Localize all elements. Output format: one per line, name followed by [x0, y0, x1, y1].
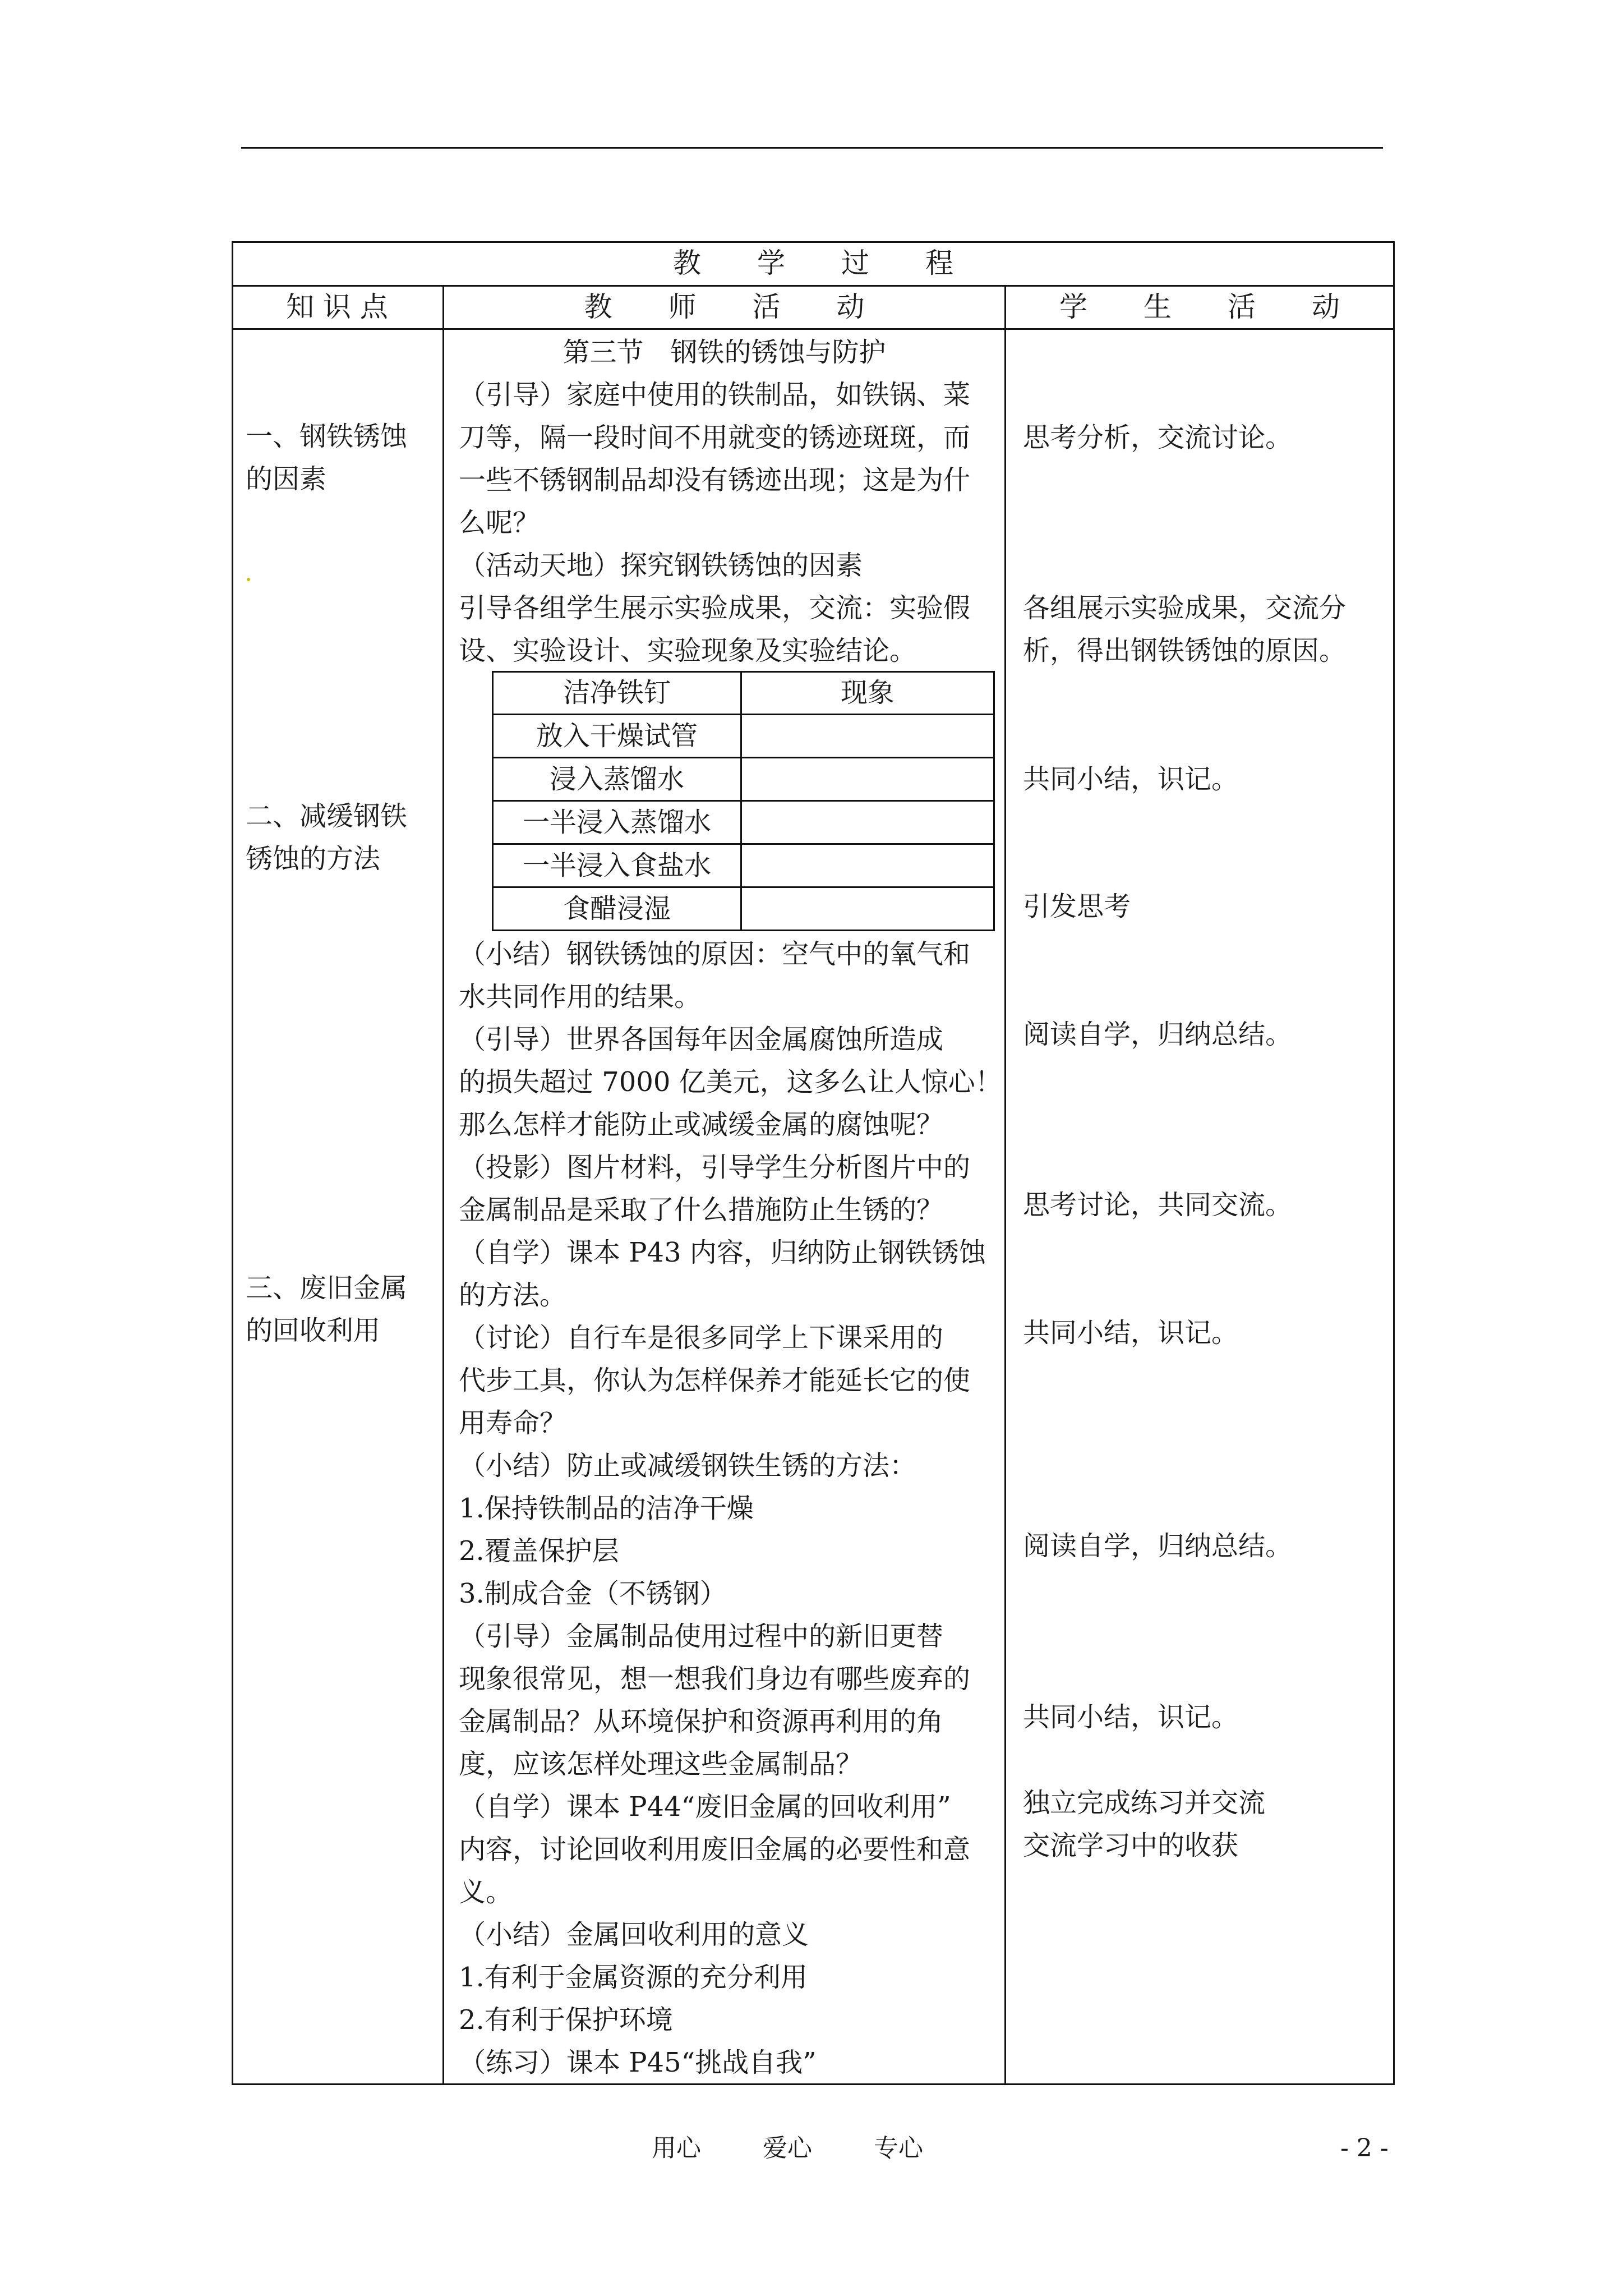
footer-motto-1: 用心	[652, 2134, 701, 2162]
student-activity: 共同小结，识记。	[1023, 1701, 1239, 1733]
student-activity: 交流学习中的收获	[1023, 1830, 1239, 1861]
teacher-line: 引导各组学生展示实验成果，交流：实验假	[459, 592, 971, 624]
teacher-line: （引导）家庭中使用的铁制品，如铁锅、菜	[459, 379, 971, 411]
teacher-line: （投影）图片材料，引导学生分析图片中的	[459, 1152, 971, 1183]
teacher-line: 用寿命？	[459, 1407, 567, 1439]
inner-row-label: 浸入蒸馏水	[549, 763, 684, 795]
header-rule	[241, 147, 1383, 149]
teacher-line: 刀等，隔一段时间不用就变的锈迹斑斑，而	[459, 422, 971, 453]
table-title: 教 学 过 程	[673, 247, 953, 279]
teacher-line: 1.保持铁制品的洁净干燥	[459, 1493, 754, 1524]
teacher-line: 金属制品是采取了什么措施防止生锈的？	[459, 1194, 944, 1226]
student-activity: 阅读自学，归纳总结。	[1023, 1019, 1293, 1050]
teacher-line: 水共同作用的结果。	[459, 981, 702, 1013]
knowledge-point-2-line2: 锈蚀的方法	[246, 843, 381, 875]
teacher-line: （讨论）自行车是很多同学上下课采用的	[459, 1322, 944, 1354]
column-header-teacher: 教 师 活 动	[584, 291, 865, 323]
student-activity: 阅读自学，归纳总结。	[1023, 1530, 1293, 1562]
teacher-line: 度，应该怎样处理这些金属制品？	[459, 1749, 863, 1780]
knowledge-point-3-line2: 的回收利用	[246, 1315, 381, 1346]
column-header-student: 学 生 活 动	[1059, 291, 1340, 323]
student-activity: 独立完成练习并交流	[1023, 1787, 1266, 1819]
table-row-divider-2	[232, 328, 1395, 330]
student-activity: 思考分析，交流讨论。	[1023, 422, 1293, 453]
teacher-line: 义。	[459, 1876, 513, 1908]
knowledge-point-1-line2: 的因素	[246, 463, 327, 495]
inner-row-label: 一半浸入食盐水	[522, 850, 711, 881]
stray-mark	[247, 578, 250, 581]
footer-motto-3: 专心	[874, 2134, 923, 2162]
teacher-line: 那么怎样才能防止或减缓金属的腐蚀呢？	[459, 1109, 944, 1140]
knowledge-point-2-line1: 二、减缓钢铁	[246, 800, 408, 832]
footer-motto-2: 爱心	[763, 2134, 812, 2162]
knowledge-point-1-line1: 一、钢铁锈蚀	[246, 421, 408, 452]
teacher-line: 内容，讨论回收利用废旧金属的必要性和意	[459, 1834, 971, 1865]
teacher-line: （小结）防止或减缓钢铁生锈的方法：	[459, 1450, 917, 1481]
teacher-line: 代步工具，你认为怎样保养才能延长它的使	[459, 1365, 971, 1396]
teacher-line: （引导）世界各国每年因金属腐蚀所造成	[459, 1024, 944, 1055]
teacher-line: （小结）钢铁锈蚀的原因：空气中的氧气和	[459, 938, 971, 970]
table-col-divider-1	[442, 285, 444, 2085]
teacher-line: （练习）课本 P45“挑战自我”	[459, 2047, 817, 2078]
teacher-line: 一些不锈钢制品却没有锈迹出现；这是为什	[459, 464, 971, 496]
teacher-line: （自学）课本 P44“废旧金属的回收利用”	[459, 1791, 951, 1823]
teacher-line: 2.有利于保护环境	[459, 2004, 673, 2036]
teacher-line: 的方法。	[459, 1280, 567, 1311]
student-activity: 共同小结，识记。	[1023, 1317, 1239, 1349]
student-activity: 引发思考	[1023, 891, 1131, 922]
inner-row-label: 食醋浸湿	[562, 893, 671, 924]
inner-table-line	[993, 671, 995, 931]
inner-row-label: 放入干燥试管	[536, 720, 698, 752]
teacher-line: （活动天地）探究钢铁锈蚀的因素	[459, 550, 863, 581]
teacher-line: （自学）课本 P43 内容，归纳防止钢铁锈蚀	[459, 1237, 986, 1268]
teacher-line: 2.覆盖保护层	[459, 1535, 619, 1567]
inner-header-nail: 洁净铁钉	[562, 677, 671, 708]
teacher-line: 么呢？	[459, 507, 540, 539]
teacher-line: 3.制成合金（不锈钢）	[459, 1578, 727, 1609]
teacher-line: 的损失超过 7000 亿美元，这多么让人惊心！	[459, 1066, 1002, 1098]
teacher-line: 1.有利于金属资源的充分利用	[459, 1962, 808, 1993]
teacher-line: （小结）金属回收利用的意义	[459, 1919, 809, 1950]
student-activity: 思考讨论，共同交流。	[1023, 1189, 1293, 1221]
inner-header-phenomenon: 现象	[840, 677, 895, 708]
student-activity: 各组展示实验成果，交流分	[1023, 592, 1347, 624]
page-number: - 2 -	[1340, 2134, 1389, 2162]
teacher-line: （引导）金属制品使用过程中的新旧更替	[459, 1621, 944, 1652]
inner-row-label: 一半浸入蒸馏水	[522, 807, 711, 838]
table-col-divider-2	[1004, 285, 1006, 2085]
teacher-line: 设、实验设计、实验现象及实验结论。	[459, 635, 917, 666]
table-border-left	[232, 241, 233, 2085]
student-activity: 共同小结，识记。	[1023, 763, 1239, 795]
teacher-line: 金属制品？从环境保护和资源再利用的角	[459, 1706, 944, 1737]
student-activity: 析，得出钢铁锈蚀的原因。	[1023, 635, 1347, 666]
section-title: 第三节 钢铁的锈蚀与防护	[562, 337, 886, 368]
column-header-knowledge: 知 识 点	[286, 291, 388, 323]
table-border-right	[1393, 241, 1395, 2085]
teacher-line: 现象很常见，想一想我们身边有哪些废弃的	[459, 1663, 971, 1695]
knowledge-point-3-line1: 三、废旧金属	[246, 1272, 408, 1304]
